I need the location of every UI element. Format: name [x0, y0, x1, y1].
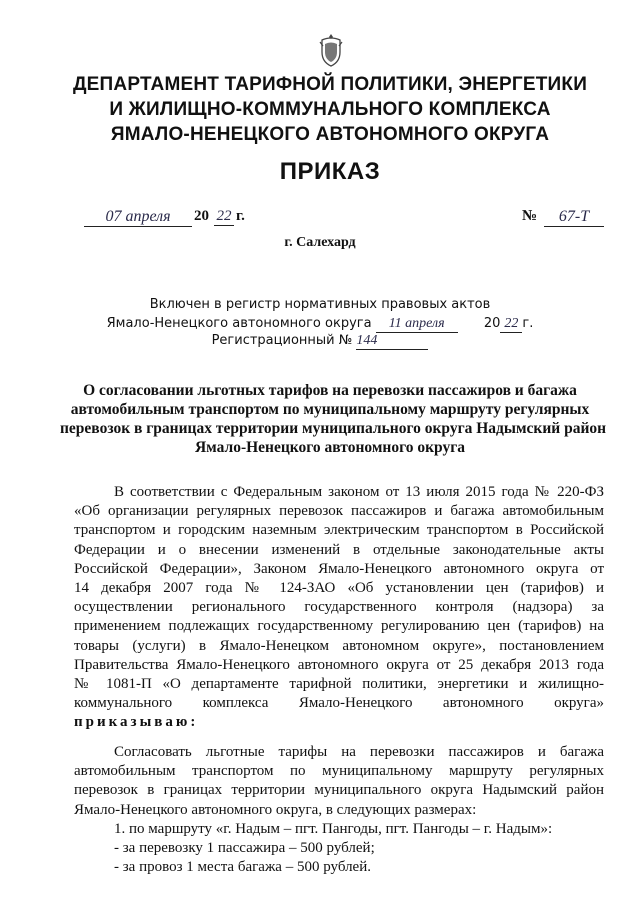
preamble-line: № 1081-П «О департаменте тарифной политики, энергетики и жилищно-: [74, 676, 604, 693]
registry-number: 144: [356, 333, 428, 350]
registry-line-2: [0, 316, 640, 333]
preamble-line: транспортом и городским наземным электрическим транспортом в Российской: [74, 522, 604, 539]
department-name-line-3: ЯМАЛО-НЕНЕЦКОГО АВТОНОМНОГО ОКРУГА: [110, 124, 550, 145]
decision-line: автомобильным транспортом по муниципальному маршруту регулярных: [74, 763, 604, 780]
tariff-passenger-item: - за перевозку 1 пассажира – 500 рублей;: [114, 840, 375, 857]
preamble-line: Российской Федерации», Законом Ямало-Ненецкого автономного округа от: [74, 560, 604, 577]
preamble-line: Правительства Ямало-Ненецкого автономного округа от 25 декабря 2013 года: [74, 656, 604, 673]
order-date-g: г.: [236, 208, 245, 224]
order-subject: [60, 381, 607, 457]
preamble-line: «Об организации регулярных перевозок пассажиров и багажа автомобильным: [74, 503, 604, 520]
coat-of-arms-emblem-icon: [318, 32, 344, 68]
subject-line: О согласовании льготных тарифов на перевозки пассажиров и багажа: [83, 382, 577, 399]
registry-line-2-prefix: Ямало-Ненецкого автономного округа: [106, 316, 372, 331]
order-title: ПРИКАЗ: [279, 158, 381, 185]
registry-year-prefix: 20: [483, 316, 501, 331]
order-date-day-month: 07 апреля: [84, 208, 192, 227]
preamble-line: коммунального комплекса Ямало-Ненецкого автономного округа»: [74, 695, 604, 712]
preamble-line: Федерации и о внесении изменений в отдельные законодательные акты: [74, 541, 604, 558]
subject-line: перевозок в границах территории муниципального округа Надымский район: [60, 420, 607, 437]
preamble-line: осуществлении регионального государственного контроля (надзора) за: [74, 599, 604, 616]
registry-line-1: Включен в регистр нормативных правовых актов: [149, 297, 491, 312]
preamble-line: 14 декабря 2007 года № 124-ЗАО «Об установлении цен (тарифов) и: [74, 580, 604, 597]
preamble-line: товары (услуги) в Ямало-Ненецком автономном округе», постановлением: [74, 637, 604, 654]
order-date-year-prefix: 20: [194, 208, 209, 224]
preamble-paragraph: [74, 483, 604, 733]
decision-paragraph: [74, 743, 604, 877]
registry-year-suffix: 22: [500, 316, 522, 333]
subject-line: автомобильным транспортом по муниципальному маршруту регулярных: [70, 401, 590, 418]
department-name-line-1: ДЕПАРТАМЕНТ ТАРИФНОЙ ПОЛИТИКИ, ЭНЕРГЕТИКИ: [72, 74, 588, 95]
registry-date: 11 апреля: [376, 316, 458, 333]
preamble-line: В соответствии с Федеральным законом от 13 июля 2015 года № 220-ФЗ: [114, 484, 604, 500]
preamble-line: применением подлежащих государственному регулированию цен (тарифов) на: [74, 618, 604, 635]
department-name-line-2: И ЖИЛИЩНО-КОММУНАЛЬНОГО КОМПЛЕКСА: [109, 99, 551, 120]
order-number-value: 67-Т: [544, 208, 604, 227]
registry-number-label: Регистрационный №: [211, 333, 353, 348]
decision-line: Согласовать льготные тарифы на перевозки пассажиров и багажа: [114, 744, 604, 760]
subject-line: Ямало-Ненецкого автономного округа: [194, 439, 465, 456]
registry-line-3: [0, 333, 640, 350]
registry-g: г.: [522, 316, 534, 331]
decision-line: Ямало-Ненецкого автономного округа, в следующих размерах:: [74, 801, 477, 818]
order-number-label: №: [522, 208, 538, 224]
route-item: 1. по маршруту «г. Надым – пгт. Пангоды, пгт. Пангоды – г. Надым»:: [114, 820, 553, 837]
order-date-year-suffix: 22: [214, 208, 234, 226]
tariff-baggage-item: - за провоз 1 места багажа – 500 рублей.: [114, 859, 371, 876]
decision-line: перевозок в границах территории муниципального округа Надымский район: [74, 782, 604, 799]
city-name: г. Салехард: [284, 235, 356, 250]
prikazyvayu-word: приказываю:: [74, 714, 199, 731]
